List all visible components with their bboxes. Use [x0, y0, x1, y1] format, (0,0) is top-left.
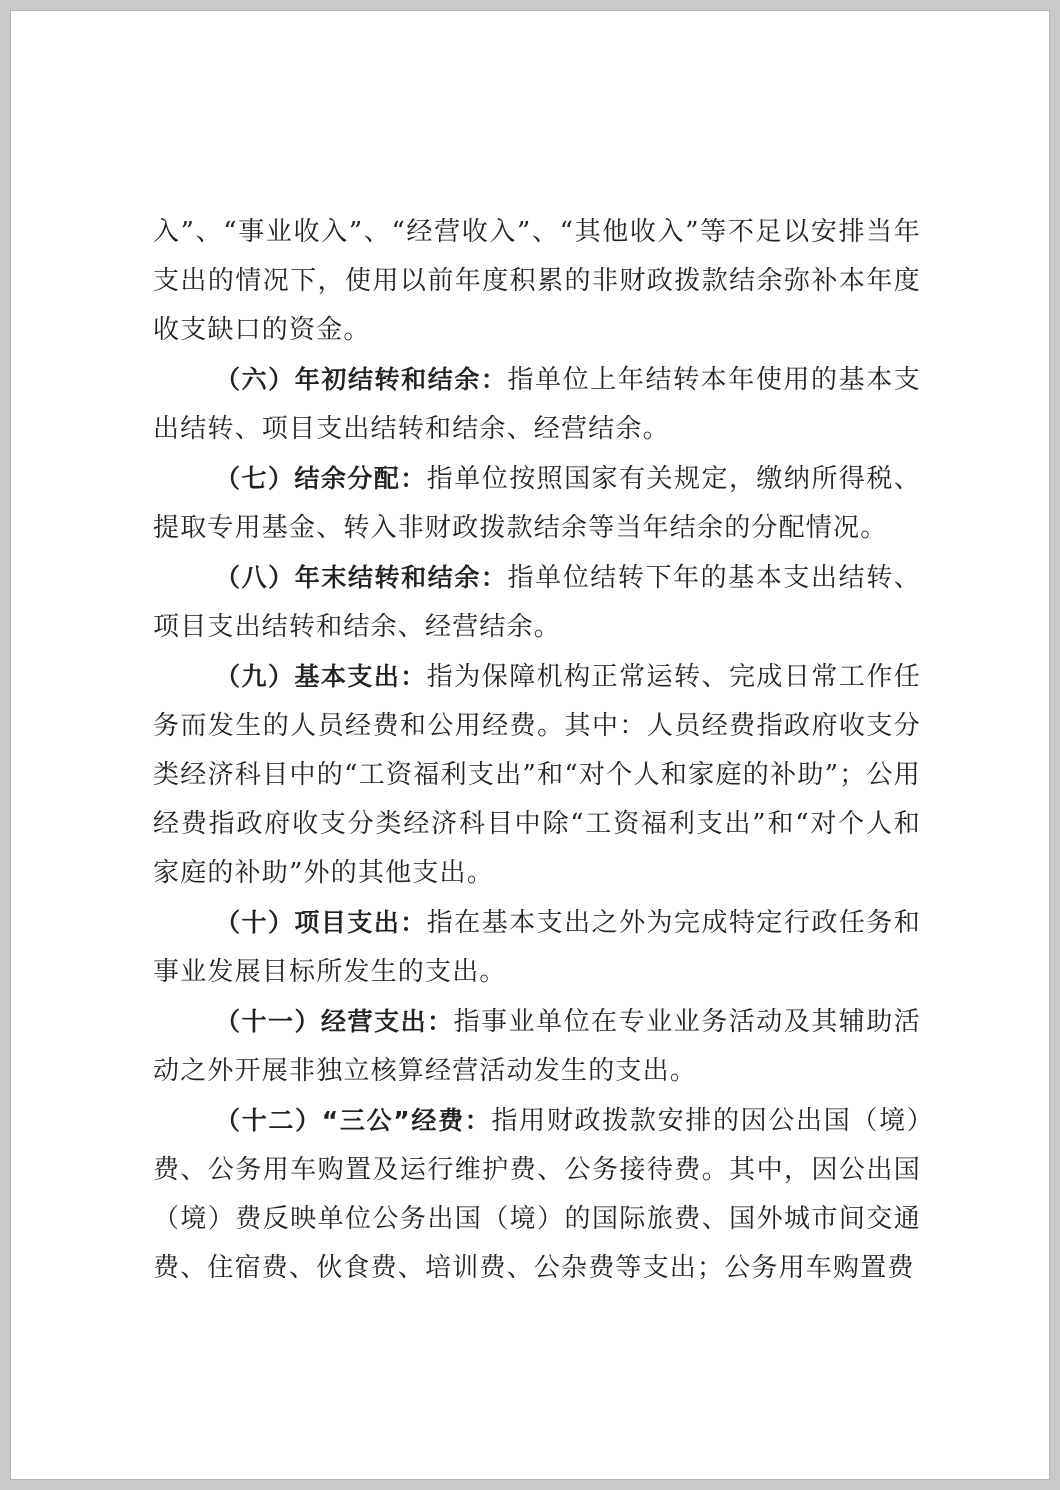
- paragraph-income-continuation: [153, 207, 921, 355]
- paragraph-term: （十一）经营支出：: [215, 1007, 454, 1036]
- paragraph-text: 指用财政拨款安排的因公出国（境）费、公务用车购置及运行维护费、公务接待费。其中，因公出国（境）费反映单位公务出国（境）的国际旅费、国外城市间交通费、住宿费、伙食费、培训费、公杂费等支出；公务用车购置费: [153, 1106, 922, 1283]
- paragraph-term: （六）年初结转和结余：: [215, 365, 508, 394]
- paragraph-term: （十）项目支出：: [215, 908, 427, 937]
- paragraph-project-expenditure: [153, 898, 921, 997]
- paragraph-closing-balance: [153, 553, 921, 652]
- paragraph-basic-expenditure: [153, 652, 921, 898]
- paragraph-text: 指为保障机构正常运转、完成日常工作任务而发生的人员经费和公用经费。其中：人员经费指政府收支分类经济科目中的“工资福利支出”和“对个人和家庭的补助”；公用经费指政府收支分类经济科目中除“工资福利支出”和“对个人和家庭的补助”外的其他支出。: [153, 662, 921, 888]
- paragraph-opening-balance: [153, 355, 921, 454]
- paragraph-text: 指单位上年结转本年使用的基本支出结转、项目支出结转和结余、经营结余。: [153, 365, 921, 444]
- paragraph-term: （八）年末结转和结余：: [215, 563, 508, 592]
- paragraph-text: 指单位按照国家有关规定，缴纳所得税、提取专用基金、转入非财政拨款结余等当年结余的分配情况。: [153, 464, 921, 543]
- paragraph-term: （七）结余分配：: [215, 464, 427, 493]
- document-body: [153, 207, 921, 1293]
- paragraph-term: （十二）“三公”经费：: [215, 1106, 492, 1135]
- paragraph-text: 指事业单位在专业业务活动及其辅助活动之外开展非独立核算经营活动发生的支出。: [153, 1007, 921, 1086]
- paragraph-three-public-expenses: [153, 1096, 921, 1293]
- paragraph-surplus-distribution: [153, 454, 921, 553]
- document-page: [10, 10, 1050, 1480]
- paragraph-text: 指单位结转下年的基本支出结转、项目支出结转和结余、经营结余。: [153, 563, 921, 642]
- paragraph-term: （九）基本支出：: [215, 662, 427, 691]
- paragraph-operating-expenditure: [153, 997, 921, 1096]
- paragraph-text: 入”、“事业收入”、“经营收入”、“其他收入”等不足以安排当年支出的情况下，使用以前年度积累的非财政拨款结余弥补本年度收支缺口的资金。: [153, 217, 921, 345]
- paragraph-text: 指在基本支出之外为完成特定行政任务和事业发展目标所发生的支出。: [153, 908, 921, 987]
